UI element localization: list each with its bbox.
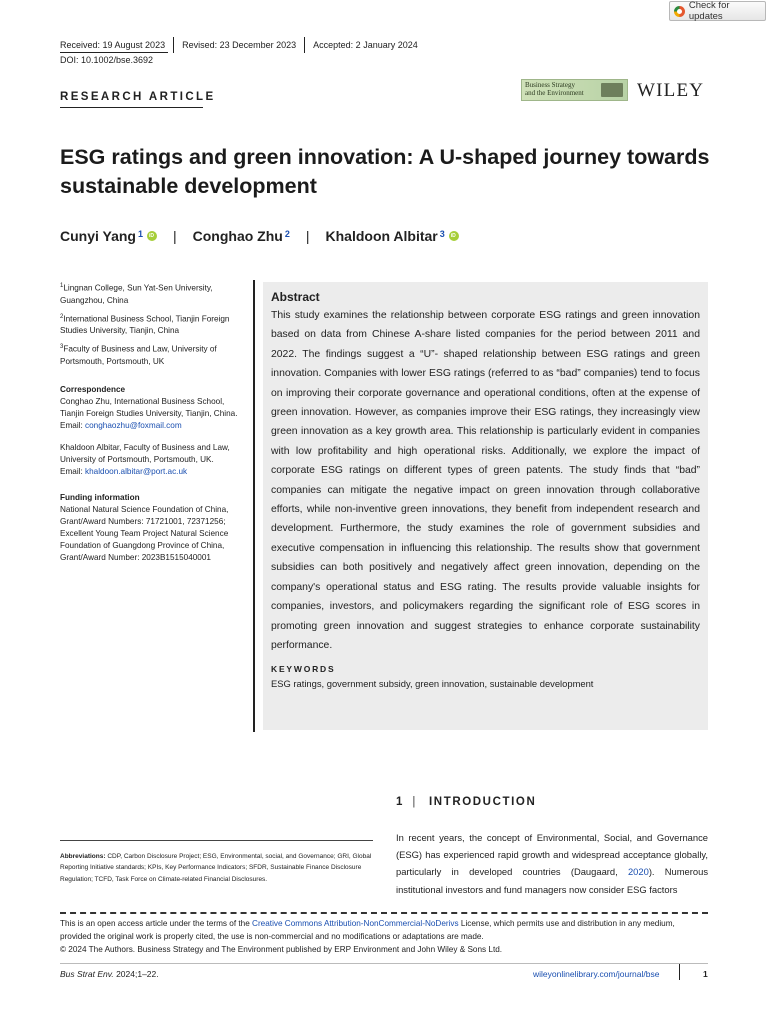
citation-link[interactable]: 2020: [627, 866, 649, 878]
section-number: 1: [396, 796, 403, 808]
doi[interactable]: DOI: 10.1002/bse.3692: [60, 55, 154, 65]
license-text-part: License, which permits use and distribution in any medium, provided the original work is properly cited, the use is non-commercial and no modifications or adaptations are made.: [60, 919, 675, 941]
correspondence-email-line: [60, 466, 245, 478]
author-separator: |: [305, 228, 310, 244]
received-date: Received: 19 August 2023: [60, 40, 166, 50]
abstract-box: [263, 282, 708, 730]
affiliation-text: International Business School, Tianjin Foreign Studies University, Tianjin, China: [60, 314, 230, 336]
correspondence-email-line: [60, 420, 245, 432]
author-name[interactable]: Conghao Zhu: [192, 228, 283, 244]
affiliation-marker: 3: [60, 344, 64, 351]
article-info-sidebar: [60, 280, 245, 564]
author-name[interactable]: Cunyi Yang: [60, 228, 136, 244]
footer-rule: [60, 963, 708, 964]
correspondence-text: Khaldoon Albitar, Faculty of Business and Law, University of Portsmouth, Portsmouth, UK.: [60, 443, 230, 465]
intro-text-part: ). Numerous institutional investors and fund managers now consider ESG factors: [396, 866, 709, 895]
abbreviations-label: Abbreviations:: [60, 853, 106, 860]
license-link[interactable]: Creative Commons Attribution-NonCommercial-NoDerivs: [252, 919, 459, 928]
journal-url-link[interactable]: wileyonlinelibrary.com/journal/bse: [533, 969, 660, 979]
section-title: INTRODUCTION: [429, 796, 537, 808]
introduction-text: [396, 829, 708, 898]
funding-text: National Natural Science Foundation of China, Grant/Award Numbers: 71721001, 72371256; Excellent Young Team Project Natural Science Foundation of Guangdong Province of China, Grant/Award Number: 2023B1515040001: [60, 505, 229, 563]
orcid-icon[interactable]: [147, 231, 157, 241]
license-text: [60, 917, 708, 943]
affiliation: [60, 311, 245, 338]
affiliation-marker: 1: [60, 283, 64, 289]
header-rule: [60, 52, 168, 53]
license-text-part: This is an open access article under the terms of the: [60, 919, 253, 928]
abstract-text: This study examines the relationship between corporate ESG ratings and green innovation based on data from Chinese A-share listed companies for the period between 2011 and 2022. The findings suggest a “U”- shaped relationship between ESG ratings and green innovation. Companies with lower ESG ratings (referred to as “bad” companies) tend to focus on improving their corporate governance and operational conditions, often at the expense of green innovation. However, as companies improve their ESG ratings, they increasingly view green innovation as a key growth area. This relationship is particularly evident in companies with low profitability and high operational risks. Additionally, we explore the impact of corporate ESG ratings on different types of green patents. The study finds that “bad” companies can mitigate the negative impact on green innovation through collaborative efforts, while non-inventive green innovations, they benefit from independent research and development. Furthermore, the study examines the role of government subsidies and executive compensation in influencing this relationship. The results show that government subsidies can both positively and negatively affect green innovation, depending on the company's operational status and ESG rating. The results provide valuable insights for companies, investors, and policymakers regarding the significant role of ESG scores in promoting green innovation and suggest strategies to enhance corporate sustainability performance.: [271, 310, 700, 651]
page-number: 1: [703, 969, 708, 979]
keywords-heading: KEYWORDS: [271, 664, 336, 675]
abbreviations-text: CDP, Carbon Disclosure Project; ESG, Environmental, social, and Governance; GRI, Global Reporting Initiative standards; KPIs, Key Performance Indicators; SFDR, Sustainable Finance Disclosure Regulation; TCFD, Task Force on Climate-related Financial Disclosures.: [60, 853, 372, 883]
affiliation-marker: 2: [60, 313, 64, 320]
author-name[interactable]: Khaldoon Albitar: [325, 228, 438, 244]
article-title: ESG ratings and green innovation: A U-shaped journey towards sustainable development: [60, 145, 710, 198]
publisher-logo: WILEY: [637, 80, 705, 101]
funding-heading: Funding information: [60, 493, 140, 503]
email-link[interactable]: conghaozhu@foxmail.com: [85, 421, 182, 431]
crossmark-icon: [674, 6, 685, 17]
accepted-date: Accepted: 2 January 2024: [313, 40, 418, 50]
article-type: RESEARCH ARTICLE: [60, 91, 216, 103]
affiliation: [60, 341, 245, 368]
footnote-rule: [60, 840, 373, 841]
correspondence-heading: Correspondence: [60, 385, 126, 395]
footer-journal: Bus Strat Env.: [60, 969, 114, 979]
copyright-text: © 2024 The Authors. Business Strategy and The Environment published by ERP Environment and John Wiley & Sons Ltd.: [60, 945, 503, 954]
check-for-updates-button[interactable]: [669, 1, 766, 21]
author-affiliation-marker: 1: [137, 229, 143, 239]
email-label: Email:: [60, 467, 86, 477]
license-notice: [60, 917, 708, 956]
email-link[interactable]: khaldoon.albitar@port.ac.uk: [85, 467, 188, 477]
article-type-rule: [60, 107, 203, 108]
affiliation: [60, 280, 245, 307]
correspondence-text: Conghao Zhu, International Business School, Tianjin Foreign Studies University, Tianjin, China.: [60, 397, 238, 419]
author-separator: |: [173, 228, 177, 244]
footer-divider: [679, 964, 680, 980]
author-affiliation-marker: 3: [439, 229, 445, 239]
author-affiliation-marker: 2: [284, 229, 290, 239]
check-for-updates-label: Check for updates: [688, 0, 730, 22]
section-heading: [396, 796, 536, 808]
sidebar-divider: [253, 280, 255, 732]
email-label: Email:: [60, 421, 86, 431]
journal-cover-icon: [601, 83, 623, 97]
affiliation-text: Faculty of Business and Law, University of Portsmouth, Portsmouth, UK: [60, 345, 217, 367]
section-separator: |: [412, 796, 417, 808]
keywords: ESG ratings, government subsidy, green innovation, sustainable development: [271, 678, 594, 690]
journal-logo-line2: and the Environment: [525, 88, 584, 97]
footer-year-pages: 2024;1–22.: [113, 969, 159, 979]
abstract-heading: Abstract: [271, 290, 320, 304]
revised-date: Revised: 23 December 2023: [182, 40, 297, 50]
footer-citation: [60, 969, 159, 979]
intro-text-part: In recent years, the concept of Environmental, Social, and Governance (ESG) has experienced rapid growth and widespread acceptance globally, particularly in developed countries (Daugaard,: [396, 832, 708, 878]
license-rule: [60, 912, 708, 914]
journal-logo: [521, 79, 628, 101]
article-dates: [60, 38, 426, 52]
journal-logo-line1: Business Strategy: [525, 81, 575, 89]
affiliation-text: Lingnan College, Sun Yat-Sen University, Guangzhou, China: [60, 283, 213, 305]
abbreviations-footnote: [60, 851, 373, 885]
author-list: [60, 228, 459, 244]
orcid-icon[interactable]: [449, 231, 459, 241]
